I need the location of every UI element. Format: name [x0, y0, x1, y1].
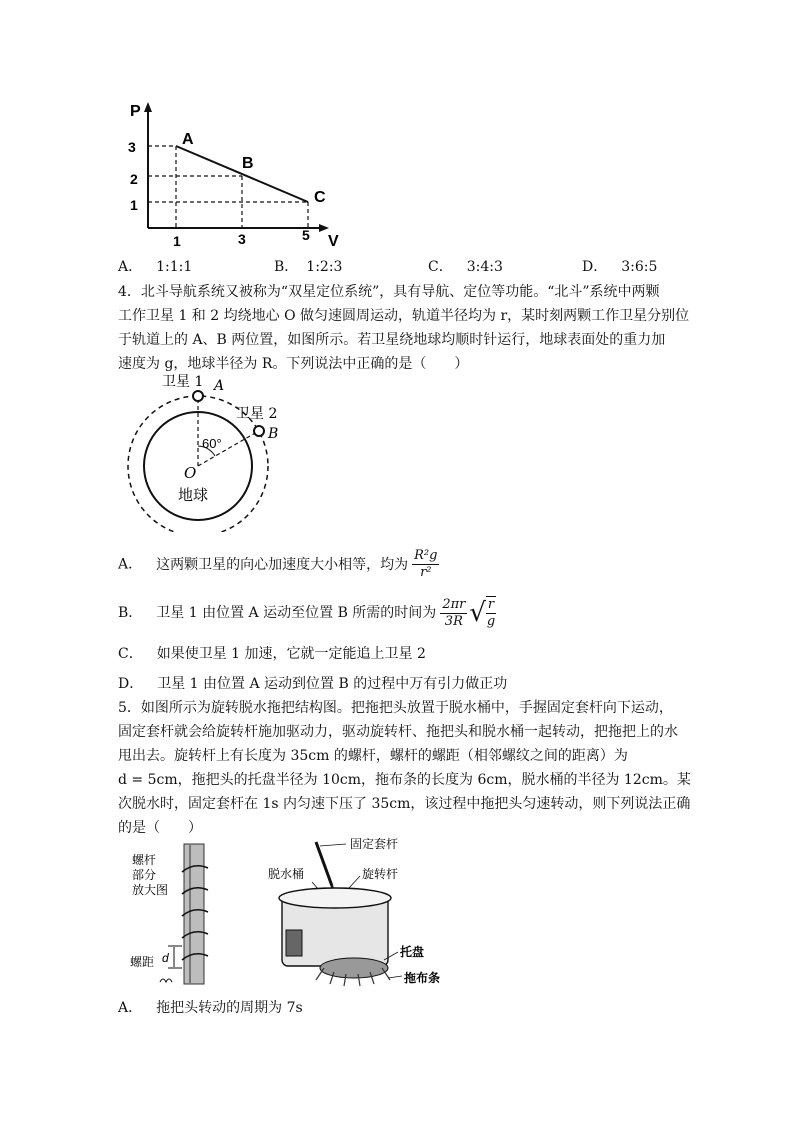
satellite-2	[254, 426, 264, 436]
strips-label: 拖布条	[404, 971, 441, 985]
screw-label: 部分	[132, 868, 157, 882]
fixed-rod-label: 固定套杆	[350, 837, 399, 851]
q5-stem-line: 固定套杆就会给旋转杆施加驱动力，驱动旋转杆、拖把头和脱水桶一起转动，把拖把上的水	[118, 724, 678, 740]
q5-option-a	[118, 998, 303, 1018]
q5-stem-line: d = 5cm，拖把头的托盘半径为 10cm，拖布条的长度为 6cm，脱水桶的半径为 12cm。某	[118, 772, 691, 788]
q5-stem-line: 次脱水时，固定套杆在 1s 内匀速下压了 35cm，该过程中拖把头匀速转动，则下列说法正确	[118, 796, 691, 812]
option-key: A．	[118, 259, 143, 275]
q4-option-d	[118, 674, 507, 694]
orbit-figure	[118, 372, 288, 532]
bucket-handle	[286, 930, 302, 956]
point-label-b: B	[242, 155, 254, 172]
sqrt-sign: √	[469, 598, 486, 628]
sat1-label: 卫星 1	[162, 374, 204, 390]
q4-option-c	[118, 644, 426, 664]
fixed-rod-shape	[316, 842, 332, 886]
option-key: D．	[118, 676, 144, 692]
option-key: A．	[118, 556, 143, 573]
q4-stem-line: 工作卫星 1 和 2 均绕地心 O 做匀速圆周运动，轨道半径均为 r，某时刻两颗工作卫星分别位	[118, 308, 690, 324]
pitch-label: 螺距	[130, 955, 155, 969]
option-key: D．	[582, 259, 608, 275]
option-text: 3:6:5	[621, 259, 658, 275]
leader-line	[320, 844, 346, 846]
x-axis-label: V	[328, 233, 339, 250]
sat2-label: 卫星 2	[236, 406, 278, 422]
screw-label: 螺杆	[132, 853, 157, 867]
angle-label: 60°	[202, 436, 222, 451]
option-text: 3:4:3	[466, 259, 503, 275]
x-tick: 3	[238, 231, 246, 247]
bucket-label: 脱水桶	[268, 867, 305, 881]
x-axis-arrow	[319, 224, 329, 232]
q4-stem-line: 于轨道上的 A、B 两位置，如图所示。若卫星绕地球均顺时针运行，地球表面处的重力加	[118, 332, 666, 348]
option-text: 卫星 1 由位置 A 运动到位置 B 的过程中万有引力做正功	[157, 676, 508, 692]
point-label-c: C	[314, 189, 326, 206]
option-key: B．	[118, 605, 143, 621]
fraction-numerator: 2πr	[442, 596, 466, 612]
mop-figure	[262, 834, 462, 994]
satellite-1	[193, 391, 203, 401]
rotating-rod-label: 旋转杆	[362, 867, 399, 881]
sqrt-fraction	[486, 596, 496, 630]
q4-option-b	[118, 596, 496, 630]
q5-stem-line: 的是（ ）	[118, 820, 202, 836]
point-a-label: A	[214, 378, 225, 394]
q5-stem-line: 甩出去。旋转杆上有长度为 35cm 的螺杆，螺杆的螺距（相邻螺纹之间的距离）为	[118, 748, 628, 764]
sqrt-denominator: g	[486, 614, 496, 629]
x-tick: 1	[173, 233, 181, 249]
y-tick: 1	[130, 197, 138, 213]
fraction	[440, 597, 467, 630]
point-b-label: B	[268, 426, 279, 442]
q3-option-b	[274, 256, 342, 276]
option-key: C．	[428, 259, 453, 275]
tray-label: 托盘	[400, 945, 425, 959]
fraction-numerator: R²g	[414, 548, 438, 563]
y-axis-label: P	[130, 103, 141, 120]
q3-option-c	[428, 256, 503, 276]
screw-rod	[184, 844, 204, 984]
earth-label: 地球	[178, 486, 209, 504]
q3-option-d	[582, 256, 657, 276]
option-text: 拖把头转动的周期为 7s	[156, 1000, 303, 1016]
pitch-symbol: d	[162, 951, 169, 965]
y-tick: 3	[128, 139, 136, 155]
q5-stem-line: 5．如图所示为旋转脱水拖把结构图。把拖把头放置于脱水桶中，手握固定套杆向下运动，	[118, 700, 673, 716]
option-key: A．	[118, 1000, 143, 1016]
center-label: O	[184, 464, 197, 482]
option-key: C．	[118, 646, 143, 662]
option-text: 如果使卫星 1 加速，它就一定能追上卫星 2	[156, 646, 426, 662]
q4-stem-line: 速度为 g，地球半径为 R。下列说法中正确的是（ ）	[118, 356, 469, 372]
option-text: 1:2:3	[306, 259, 343, 275]
option-key: B．	[274, 259, 299, 275]
point-label-a: A	[182, 131, 194, 148]
sqrt-numerator: r	[487, 597, 495, 612]
q4-option-a	[118, 548, 439, 581]
mop-head	[320, 958, 388, 978]
q3-option-a	[118, 256, 192, 276]
q4-stem-line: 4．北斗导航系统又被称为“双星定位系统”，具有导航、定位等功能。“北斗”系统中两颗	[118, 284, 660, 300]
screw-label: 放大图	[132, 883, 169, 897]
leader-line	[388, 976, 402, 978]
fraction-denominator: r²	[420, 565, 432, 580]
fraction-denominator: 3R	[444, 613, 463, 629]
x-tick: 5	[302, 227, 310, 243]
option-text: 1:1:1	[156, 259, 193, 275]
pv-graph	[118, 96, 358, 254]
option-text: 卫星 1 由位置 A 运动至位置 B 所需的时间为	[156, 605, 437, 621]
y-tick: 2	[130, 171, 138, 187]
bucket-rim	[279, 888, 391, 908]
screw-end-mark	[160, 979, 172, 982]
fraction	[412, 548, 439, 581]
option-text: 这两颗卫星的向心加速度大小相等，均为	[156, 556, 409, 573]
screw-figure	[126, 842, 236, 994]
y-axis-arrow	[144, 102, 152, 112]
